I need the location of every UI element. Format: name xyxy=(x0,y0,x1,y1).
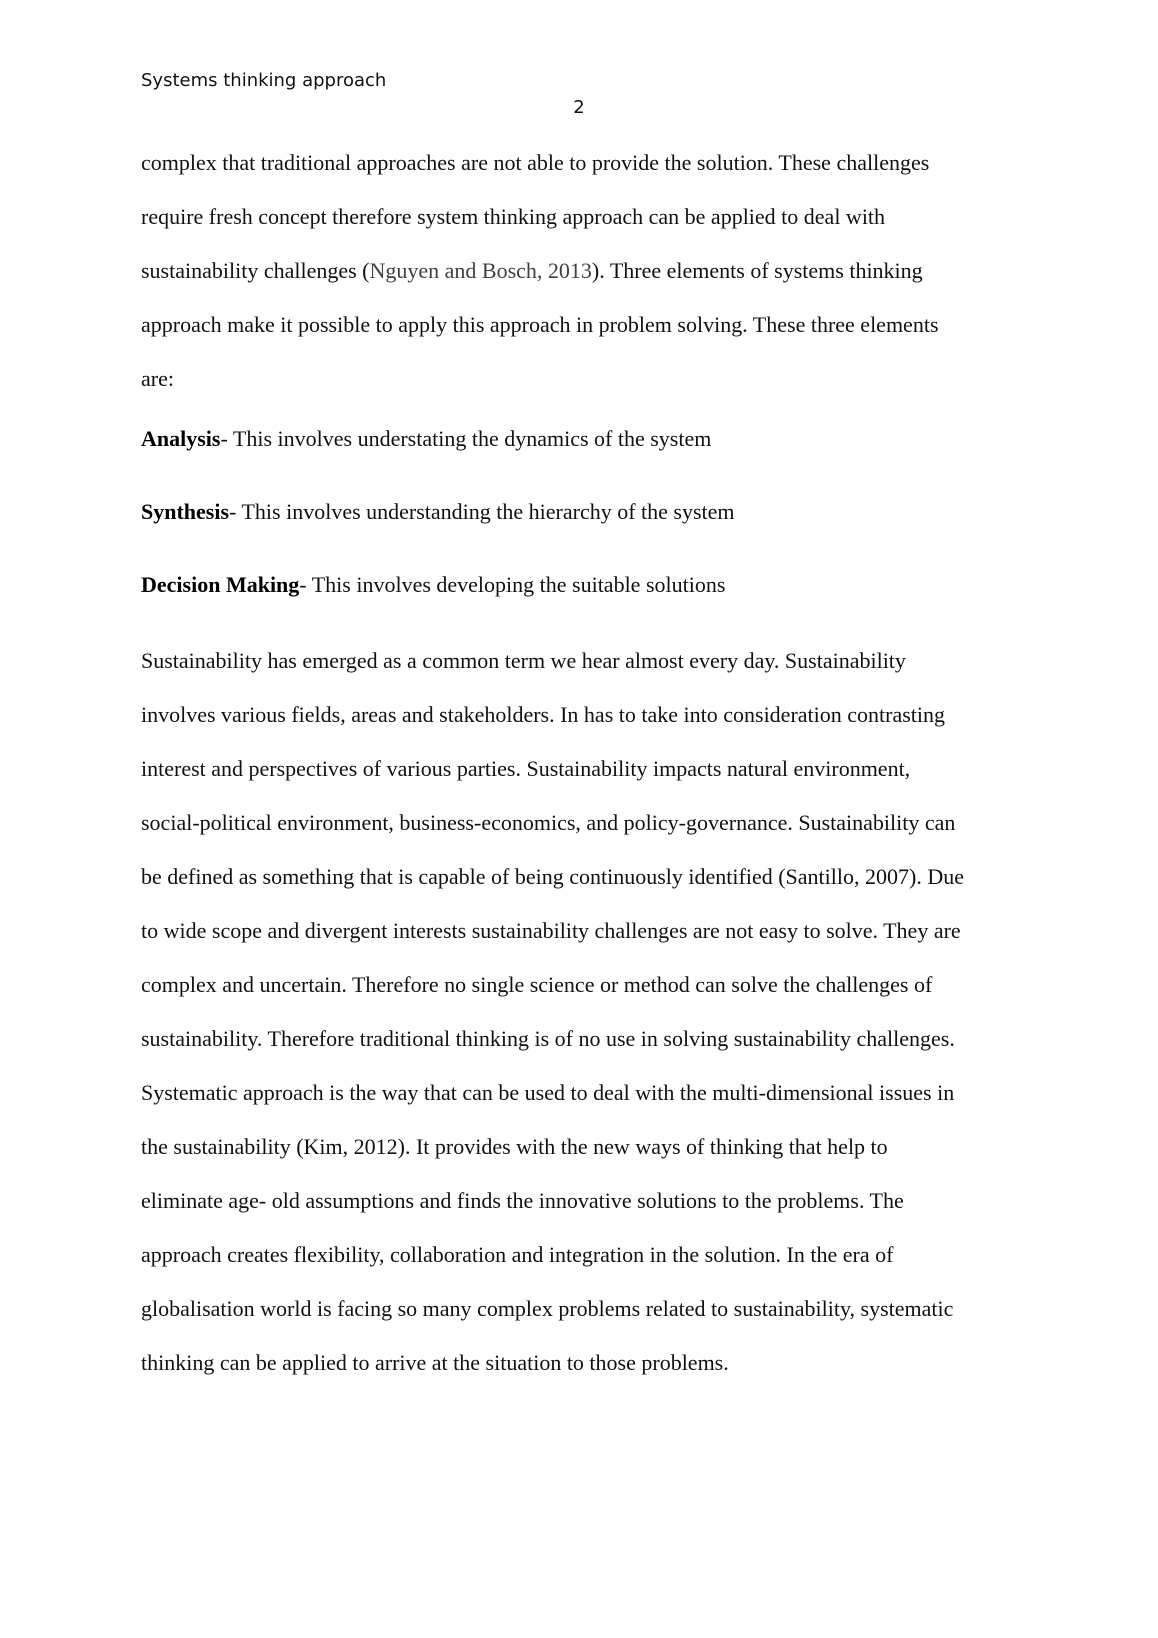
text-line: involves various fields, areas and stakeholders. In has to take into consideration contrasting xyxy=(141,702,946,727)
text-line: be defined as something that is capable of being continuously identified (Santillo, 2007). Due xyxy=(141,864,964,889)
element-description: - This involves understating the dynamics of the system xyxy=(220,426,712,451)
text-span: ). Three elements of systems thinking xyxy=(591,258,923,283)
element-term: Analysis xyxy=(141,426,221,451)
elements-list xyxy=(141,424,1021,600)
text-line xyxy=(141,244,1021,298)
text-line: complex that traditional approaches are not able to provide the solution. These challenges xyxy=(141,150,930,175)
element-analysis xyxy=(141,424,1021,454)
text-line: complex and uncertain. Therefore no single science or method can solve the challenges of xyxy=(141,972,933,997)
text-line: social-political environment, business-economics, and policy-governance. Sustainability can xyxy=(141,810,956,835)
text-line: thinking can be applied to arrive at the situation to those problems. xyxy=(141,1350,729,1375)
intro-paragraph xyxy=(141,136,1021,406)
element-decision-making xyxy=(141,570,1021,600)
element-term: Synthesis xyxy=(141,499,230,524)
element-synthesis xyxy=(141,497,1021,527)
element-description: - This involves understanding the hierarchy of the system xyxy=(229,499,735,524)
running-header: Systems thinking approach xyxy=(141,70,387,91)
citation: Nguyen and Bosch, 2013 xyxy=(369,258,592,283)
text-line: globalisation world is facing so many complex problems related to sustainability, systematic xyxy=(141,1296,954,1321)
document-body xyxy=(141,136,1021,1390)
text-line: require fresh concept therefore system thinking approach can be applied to deal with xyxy=(141,204,886,229)
text-line: the sustainability (Kim, 2012). It provides with the new ways of thinking that help to xyxy=(141,1134,888,1159)
text-span: sustainability challenges ( xyxy=(141,258,370,283)
text-line: eliminate age- old assumptions and finds the innovative solutions to the problems. The xyxy=(141,1188,904,1213)
text-line: sustainability. Therefore traditional thinking is of no use in solving sustainability challenges. xyxy=(141,1026,955,1051)
page-number: 2 xyxy=(573,97,585,118)
text-line: to wide scope and divergent interests sustainability challenges are not easy to solve. They are xyxy=(141,918,961,943)
text-line: are: xyxy=(141,366,174,391)
text-line: Sustainability has emerged as a common term we hear almost every day. Sustainability xyxy=(141,648,906,673)
sustainability-paragraph xyxy=(141,634,1021,1390)
text-line: Systematic approach is the way that can be used to deal with the multi-dimensional issues in xyxy=(141,1080,955,1105)
element-term: Decision Making xyxy=(141,572,300,597)
text-line: approach creates flexibility, collaboration and integration in the solution. In the era of xyxy=(141,1242,894,1267)
text-line: approach make it possible to apply this approach in problem solving. These three elements xyxy=(141,312,939,337)
text-line: interest and perspectives of various parties. Sustainability impacts natural environment, xyxy=(141,756,911,781)
element-description: - This involves developing the suitable solutions xyxy=(299,572,726,597)
